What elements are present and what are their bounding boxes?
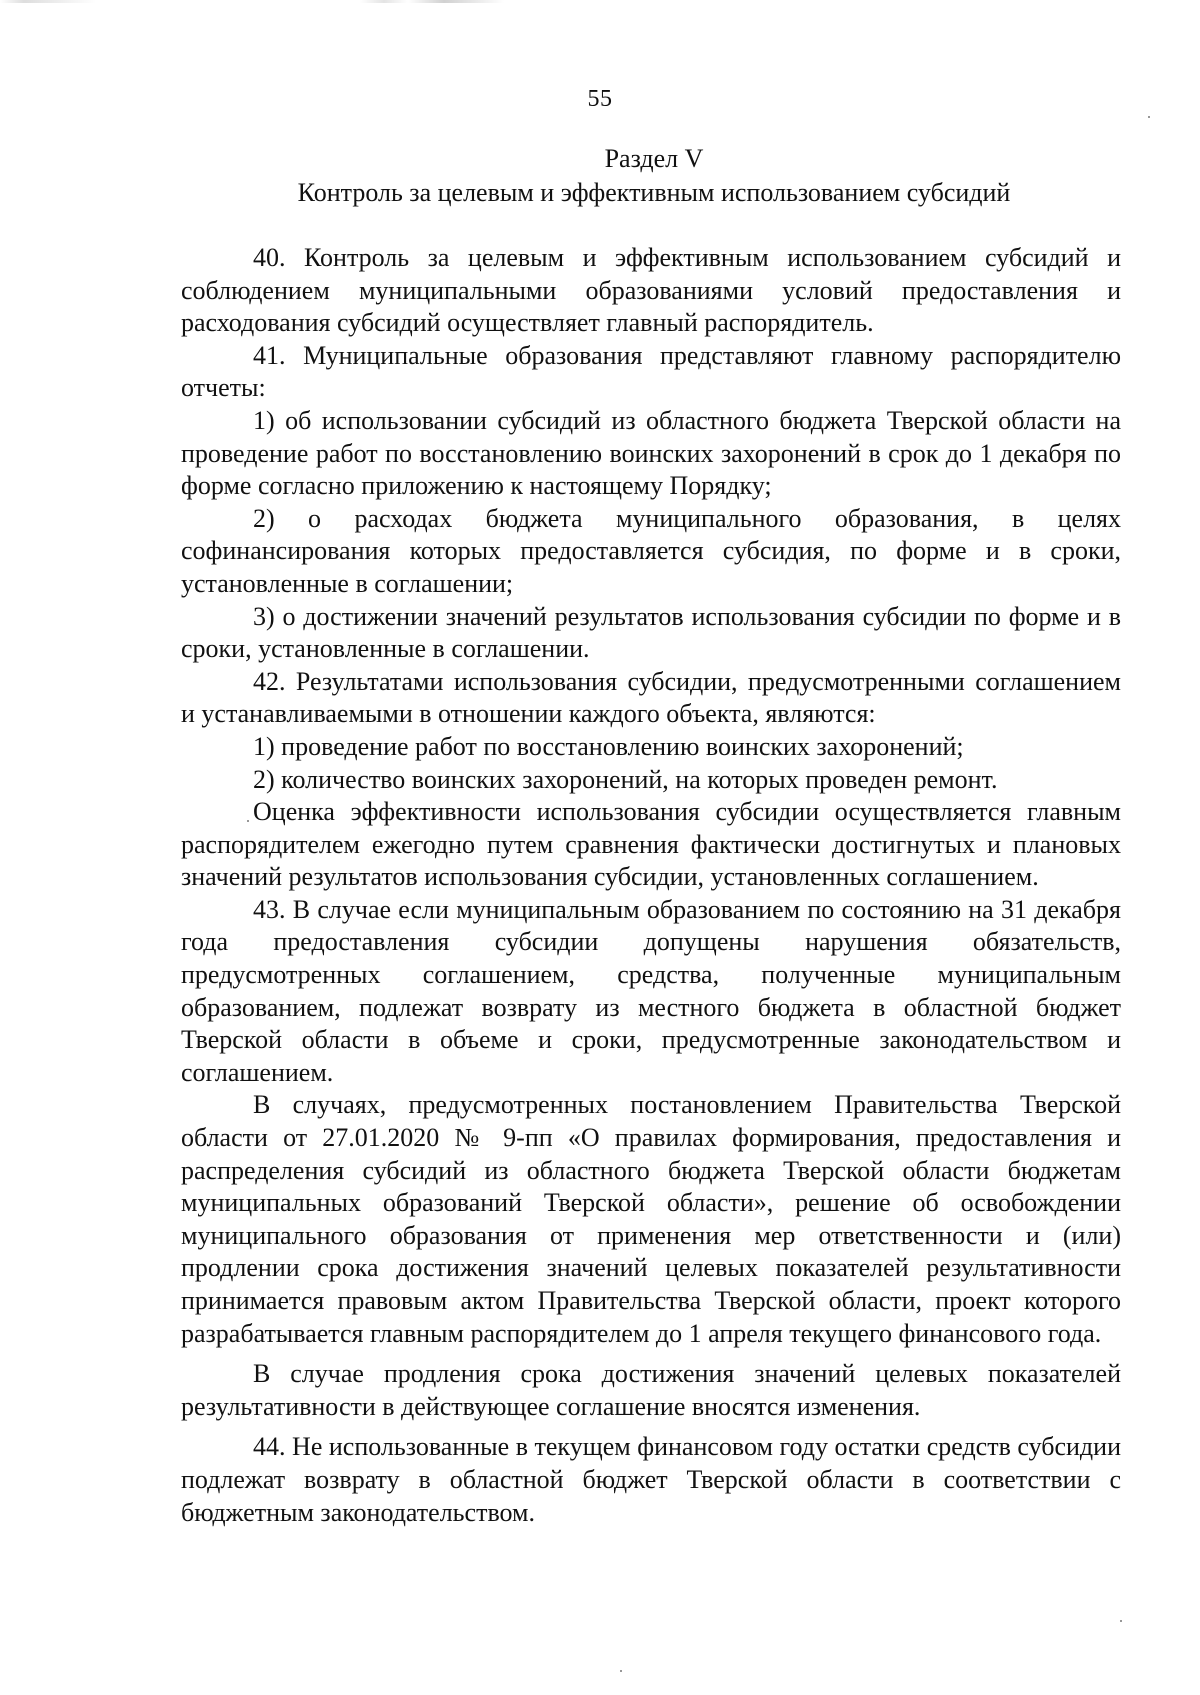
scan-edge [0, 0, 1200, 3]
paragraph-41: 41. Муниципальные образования представляют главному распорядителю отчеты: [181, 340, 1121, 403]
scan-speck [247, 820, 249, 822]
scan-speck [620, 1670, 622, 1672]
paragraph-42-item-1: 1) проведение работ по восстановлению воинских захоронений; [253, 731, 964, 761]
paragraph-42: 42. Результатами использования субсидии, предусмотренными соглашением и устанавливаемыми в отношении каждого объекта, являются: [181, 666, 1121, 729]
paragraph-43-cases: В случаях, предусмотренных постановлением Правительства Тверской области от 27.01.2020 № 9-пп «О правилах формирования, предоставления и распределения субсидий из областного бюджета Тверской области бюджетам муниципальных образований Тверской области», решение об освобождении муниципального образования от применения мер ответственности и (или) продлении срока достижения значений целевых показателей результативности принимается правовым актом Правительства Тверской области, проект которого разрабатывается главным распорядителем до 1 апреля текущего финансового года. [181, 1090, 1121, 1348]
paragraph-42-evaluation: Оценка эффективности использования субсидии осуществляется главным распорядителем ежегодно путем сравнения фактически достигнутых и плановых значений результатов использования субсидии, установленных соглашением. [181, 797, 1121, 892]
paragraph-44: 44. Не использованные в текущем финансовом году остатки средств субсидии подлежат возврату в областной бюджет Тверской области в соответствии с бюджетным законодательством. [181, 1432, 1121, 1527]
paragraph-41-item-3: 3) о достижении значений результатов использования субсидии по форме и в сроки, установленные в соглашении. [181, 601, 1121, 664]
scan-speck [1120, 1620, 1122, 1622]
paragraph-40: 40. Контроль за целевым и эффективным использованием субсидий и соблюдением муниципальными образованиями условий предоставления и расходования субсидий осуществляет главный распорядитель. [181, 243, 1121, 338]
paragraph-41-item-1: 1) об использовании субсидий из областного бюджета Тверской области на проведение работ по восстановлению воинских захоронений в срок до 1 декабря по форме согласно приложению к настоящему Порядку; [181, 405, 1121, 501]
section-title: Контроль за целевым и эффективным использованием субсидий [297, 178, 1011, 207]
paragraph-43-extension: В случае продления срока достижения значений целевых показателей результативности в действующее соглашение вносятся изменения. [181, 1359, 1121, 1421]
paragraph-43: 43. В случае если муниципальным образованием по состоянию на 31 декабря года предоставления субсидии допущены нарушения обязательств, предусмотренных соглашением, средства, полученные муниципальным образованием, подлежат возврату из местного бюджета в областной бюджет Тверской области в объеме и сроки, предусмотренные законодательством и соглашением. [181, 894, 1121, 1087]
scan-speck [1148, 116, 1150, 118]
section-heading: Раздел V [604, 144, 704, 173]
document-body [181, 242, 1121, 1529]
paragraph-41-item-2: 2) о расходах бюджета муниципального образования, в целях софинансирования которых предоставляется субсидия, по форме и в сроки, установленные в соглашении; [181, 503, 1121, 598]
page-number: 55 [587, 86, 613, 112]
paragraph-42-item-2: 2) количество воинских захоронений, на которых проведен ремонт. [253, 764, 998, 794]
